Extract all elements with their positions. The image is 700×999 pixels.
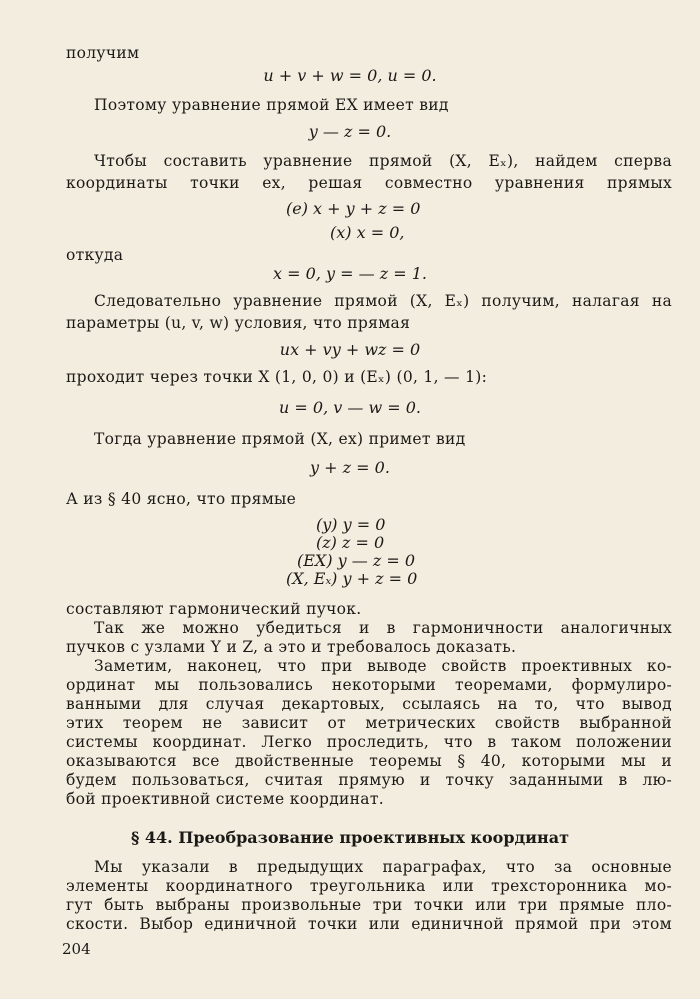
text-line: скости. Выбор единичной точки или единичной прямой при этом	[66, 915, 672, 933]
text-line: пучков с узлами Y и Z, а это и требовалось доказать.	[66, 638, 517, 656]
text-line: гут быть выбраны произвольные три точки или три прямые пло-	[66, 896, 672, 914]
formula: u = 0, v — w = 0.	[279, 398, 421, 417]
text-line: Тогда уравнение прямой (X, ex) примет вид	[94, 430, 466, 448]
text-line: Заметим, наконец, что при выводе свойств проективных ко-	[94, 657, 672, 675]
formula: (z) z = 0	[316, 533, 385, 552]
formula: (x) x = 0,	[330, 223, 405, 242]
section-heading: § 44. Преобразование проективных координат	[130, 828, 570, 847]
formula: (y) y = 0	[316, 515, 386, 534]
formula: (EX) y — z = 0	[297, 551, 416, 570]
text-line: будем пользоваться, считая прямую и точку заданными в лю-	[66, 771, 672, 789]
text-line: ванными для случая декартовых, ссылаясь на то, что вывод	[66, 695, 672, 713]
text-line: бой проективной системе координат.	[66, 790, 384, 808]
text-line: Так же можно убедиться и в гармоничности аналогичных	[94, 619, 672, 637]
text-line: получим	[66, 44, 140, 62]
text-line: Чтобы составить уравнение прямой (X, Eₓ), найдем сперва	[94, 152, 672, 170]
text-line: составляют гармонический пучок.	[66, 600, 362, 618]
formula: y + z = 0.	[310, 458, 390, 477]
text-line: Мы указали в предыдущих параграфах, что за основные	[94, 858, 672, 876]
text-line: этих теорем не зависит от метрических свойств выбранной	[66, 714, 672, 732]
text-line: оказываются все двойственные теоремы § 40, которыми мы и	[66, 752, 672, 770]
text-line: Поэтому уравнение прямой EX имеет вид	[94, 96, 449, 114]
text-line: ординат мы пользовались некоторыми теоремами, формулиро-	[66, 676, 672, 694]
formula: ux + vy + wz = 0	[279, 340, 421, 359]
text-line: системы координат. Легко проследить, что в таком положении	[66, 733, 672, 751]
text-line: элементы координатного треугольника или трехсторонника мо-	[66, 877, 672, 895]
formula: u + v + w = 0, u = 0.	[263, 66, 437, 85]
text-line: проходит через точки X (1, 0, 0) и (Eₓ) (0, 1, — 1):	[66, 368, 488, 386]
text-line: А из § 40 ясно, что прямые	[66, 490, 297, 508]
page-number: 204	[62, 940, 91, 958]
formula: (e) x + y + z = 0	[286, 199, 421, 218]
text-line: откуда	[66, 246, 124, 264]
formula: (X, Eₓ) y + z = 0	[286, 569, 418, 588]
formula: x = 0, y = — z = 1.	[273, 264, 427, 283]
text-line: Следовательно уравнение прямой (X, Eₓ) получим, налагая на	[94, 292, 672, 310]
formula: y — z = 0.	[308, 122, 392, 141]
text-line: параметры (u, v, w) условия, что прямая	[66, 314, 411, 332]
text-line: координаты точки ex, решая совместно уравнения прямых	[66, 174, 672, 192]
